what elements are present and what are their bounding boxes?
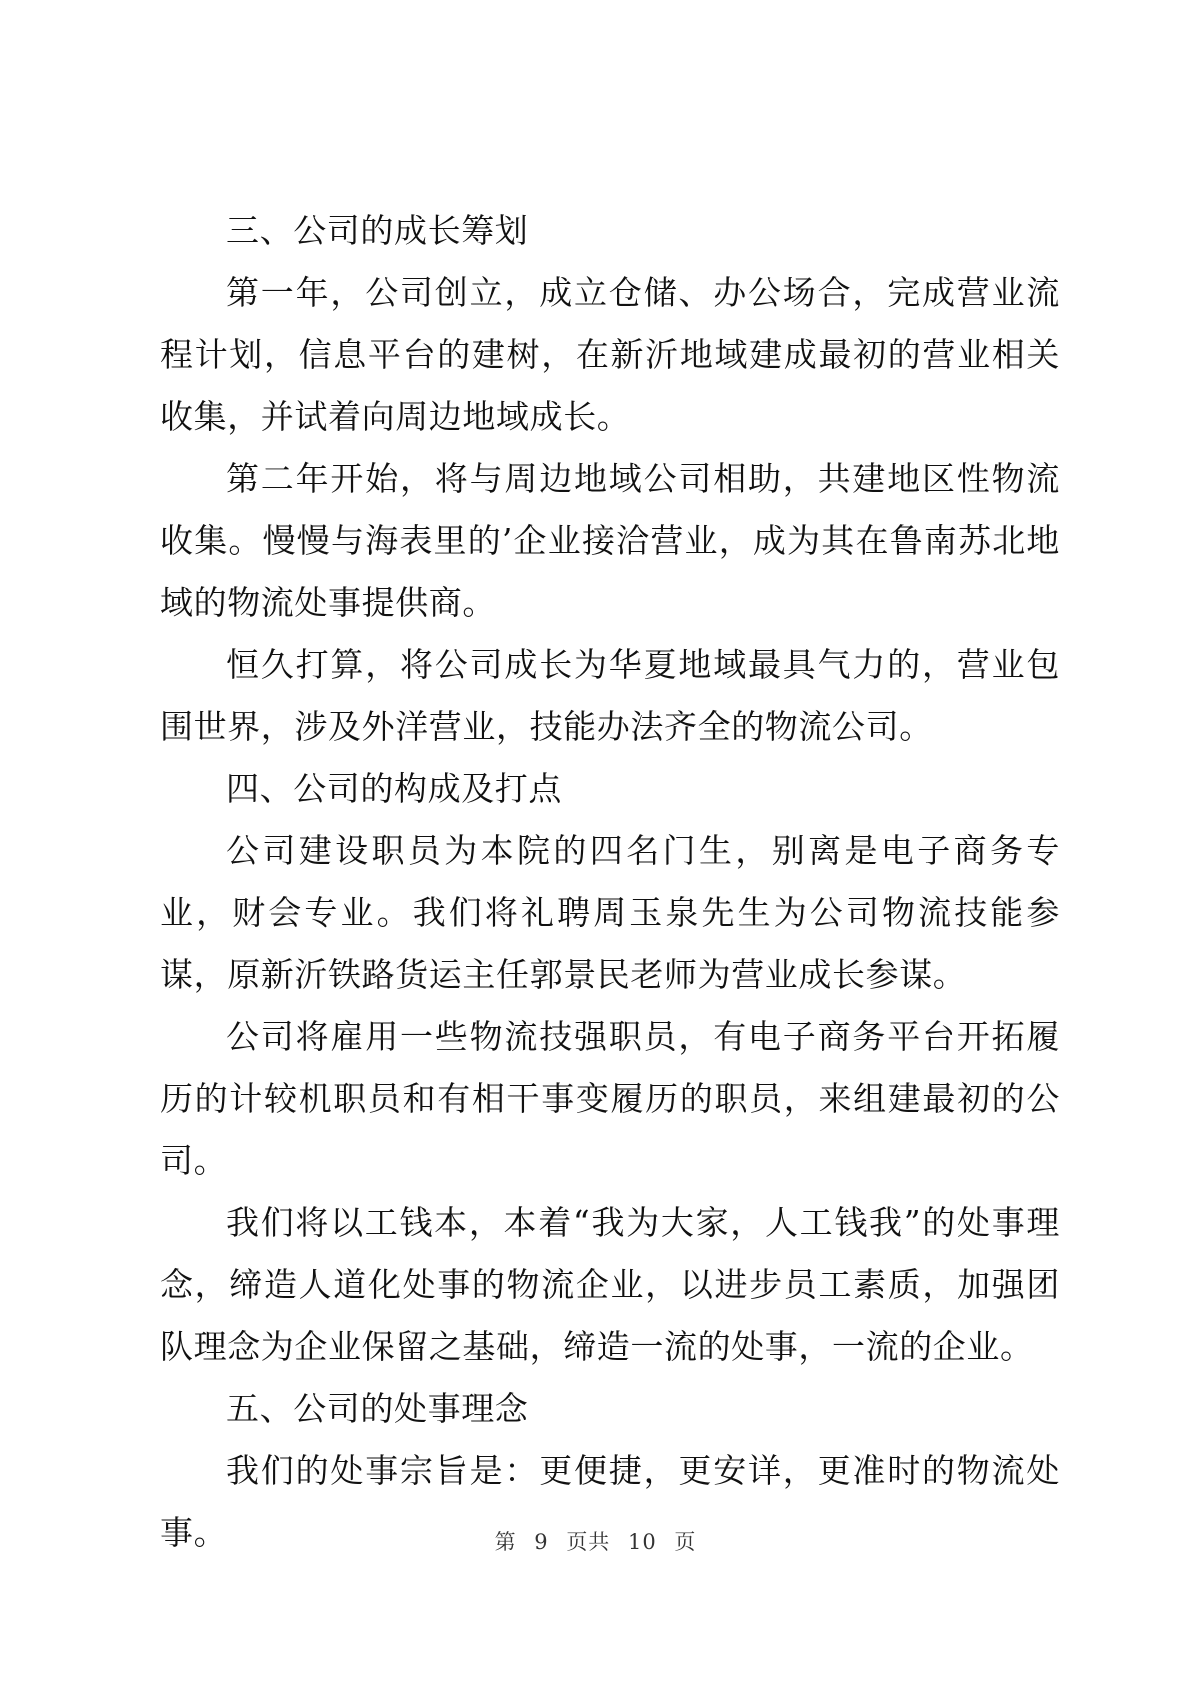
footer-current-page: 9 <box>534 1530 549 1554</box>
paragraph-long-term: 恒久打算，将公司成长为华夏地域最具气力的，营业包围世界，涉及外洋营业，技能办法齐全的物流公司。 <box>160 645 1060 746</box>
page-footer <box>0 1526 1191 1556</box>
paragraph-philosophy: 我们将以工钱本，本着“我为大家，人工钱我”的处事理念，缔造人道化处事的物流企业，以进步员工素质，加强团队理念为企业保留之基础，缔造一流的处事，一流的企业。 <box>160 1203 1060 1366</box>
section-heading-growth-plan: 三、公司的成长筹划 <box>226 211 529 250</box>
paragraph-staff: 公司建设职员为本院的四名门生，别离是电子商务专业，财会专业。我们将礼聘周玉泉先生为公司物流技能参谋，原新沂铁路货运主任郭景民老师为营业成长参谋。 <box>160 831 1060 994</box>
paragraph-service-tenet: 我们的处事宗旨是：更便捷，更安详，更准时的物流处事。 <box>160 1451 1060 1552</box>
paragraph-hiring: 公司将雇用一些物流技强职员，有电子商务平台开拓履历的计较机职员和有相干事变履历的职员，来组建最初的公司。 <box>160 1017 1060 1180</box>
paragraph-second-year: 第二年开始，将与周边地域公司相助，共建地区性物流收集。慢慢与海表里的’企业接洽营业，成为其在鲁南苏北地域的物流处事提供商。 <box>160 459 1060 622</box>
footer-prefix: 第 <box>494 1530 517 1554</box>
paragraph-first-year: 第一年，公司创立，成立仓储、办公场合，完成营业流程计划，信息平台的建树，在新沂地域建成最初的营业相关收集，并试着向周边地域成长。 <box>160 273 1060 436</box>
page-body <box>160 200 1060 1564</box>
section-heading-structure: 四、公司的构成及打点 <box>226 769 562 808</box>
footer-total-pages: 10 <box>628 1530 657 1554</box>
footer-suffix: 页 <box>674 1530 697 1554</box>
footer-middle: 页共 <box>566 1530 611 1554</box>
section-heading-service-concept: 五、公司的处事理念 <box>226 1389 529 1428</box>
